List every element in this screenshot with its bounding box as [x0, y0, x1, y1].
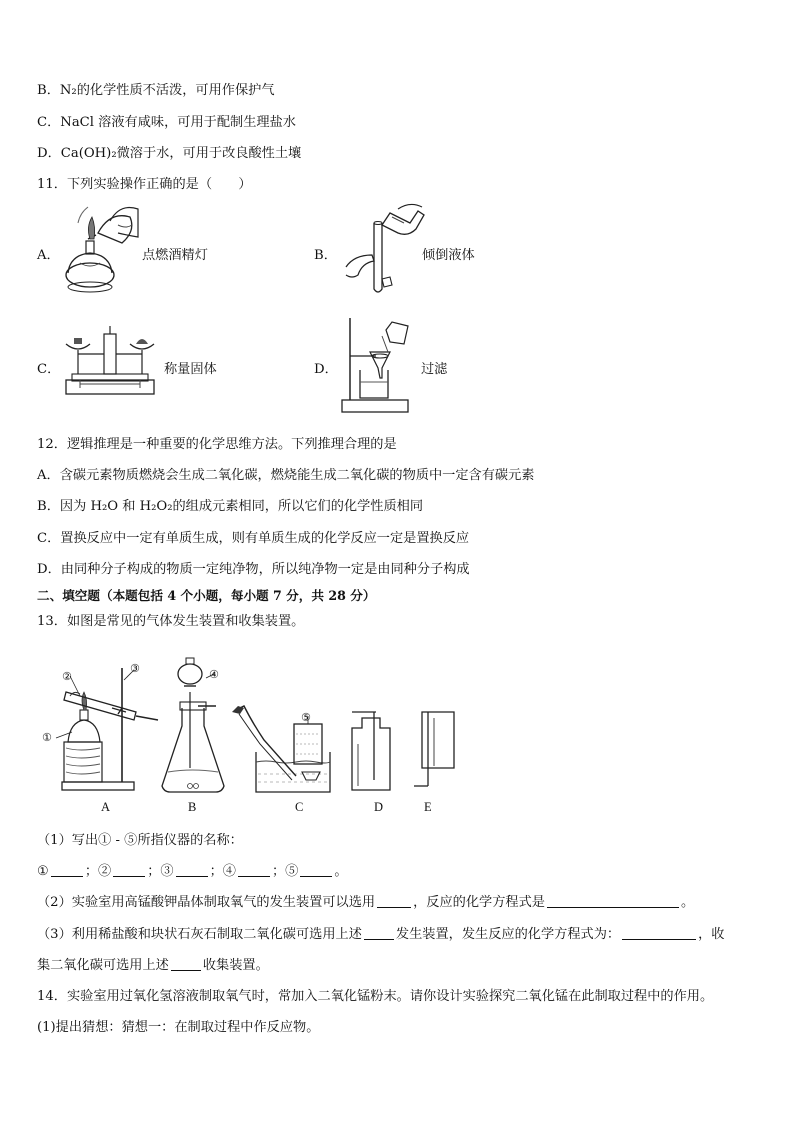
q11-option-d-caption: 过滤 — [421, 362, 448, 377]
q11-option-c-caption: 称量固体 — [164, 362, 217, 377]
q13-part2: （2）实验室用高锰酸钾晶体制取氧气的发生装置可以选用 ，反应的化学方程式是 。 — [37, 895, 695, 910]
section-2-header: 二、填空题（本题包括 4 个小题，每小题 7 分，共 28 分） — [37, 588, 376, 603]
q12-option-a: A．含碳元素物质燃烧会生成二氧化碳，燃烧能生成二氧化碳的物质中一定含有碳元素 — [37, 468, 535, 483]
q11-option-b-letter: B． — [314, 248, 337, 263]
q12-option-c: C．置换反应中一定有单质生成，则有单质生成的化学反应一定是置换反应 — [37, 531, 470, 546]
apparatus-label-c: C — [295, 800, 304, 814]
q10-option-b: B．N₂的化学性质不活泼，可用作保护气 — [37, 83, 275, 98]
q10-option-c: C．NaCl 溶液有咸味，可用于配制生理盐水 — [37, 115, 296, 130]
q14-stem: 14．实验室用过氧化氢溶液制取氧气时，常加入二氧化锰粉末。请你设计实验探究二氧化锰在此制取过程中的作用。 — [37, 989, 714, 1004]
apparatus-label-d: D — [374, 800, 384, 814]
balance-figure — [60, 318, 160, 398]
alcohol-lamp-figure — [60, 203, 140, 295]
q11-option-c-letter: C． — [37, 362, 61, 377]
q11-option-a-letter: A． — [37, 248, 60, 263]
marker-2: ② — [62, 670, 72, 683]
q13-part1-blanks: ① ；② ；③ ；④ ；⑤ 。 — [37, 864, 348, 879]
q13-part1: （1）写出① - ⑤所指仪器的名称： — [37, 833, 243, 848]
marker-5: ⑤ — [301, 711, 311, 724]
gas-apparatus-figure — [40, 648, 470, 798]
apparatus-label-b: B — [188, 800, 197, 814]
q12-stem: 12．逻辑推理是一种重要的化学思维方法。下列推理合理的是 — [37, 437, 397, 452]
q13-stem: 13．如图是常见的气体发生装置和收集装置。 — [37, 614, 305, 629]
apparatus-label-a: A — [101, 800, 111, 814]
apparatus-label-e: E — [424, 800, 432, 814]
q11-option-b-caption: 倾倒液体 — [422, 248, 475, 263]
q11-stem: 11．下列实验操作正确的是（ ） — [37, 177, 252, 192]
q11-option-d-letter: D． — [314, 362, 338, 377]
q10-option-d: D．Ca(OH)₂微溶于水，可用于改良酸性土壤 — [37, 146, 302, 161]
marker-4: ④ — [209, 668, 219, 681]
filtration-figure — [338, 316, 414, 416]
q14-part1: (1)提出猜想：猜想一：在制取过程中作反应物。 — [37, 1020, 320, 1035]
marker-3: ③ — [130, 662, 140, 675]
q12-option-b: B．因为 H₂O 和 H₂O₂的组成元素相同，所以它们的化学性质相同 — [37, 499, 424, 514]
q13-part3: （3）利用稀盐酸和块状石灰石制取二氧化碳可选用上述 发生装置，发生反应的化学方程式为： ，收 — [37, 927, 725, 942]
marker-1: ① — [42, 731, 52, 744]
q11-option-a-caption: 点燃酒精灯 — [142, 248, 208, 263]
q13-part3-cont: 集二氧化碳可选用上述 收集装置。 — [37, 958, 269, 973]
pouring-liquid-figure — [338, 203, 426, 297]
q12-option-d: D．由同种分子构成的物质一定纯净物，所以纯净物一定是由同种分子构成 — [37, 562, 470, 577]
